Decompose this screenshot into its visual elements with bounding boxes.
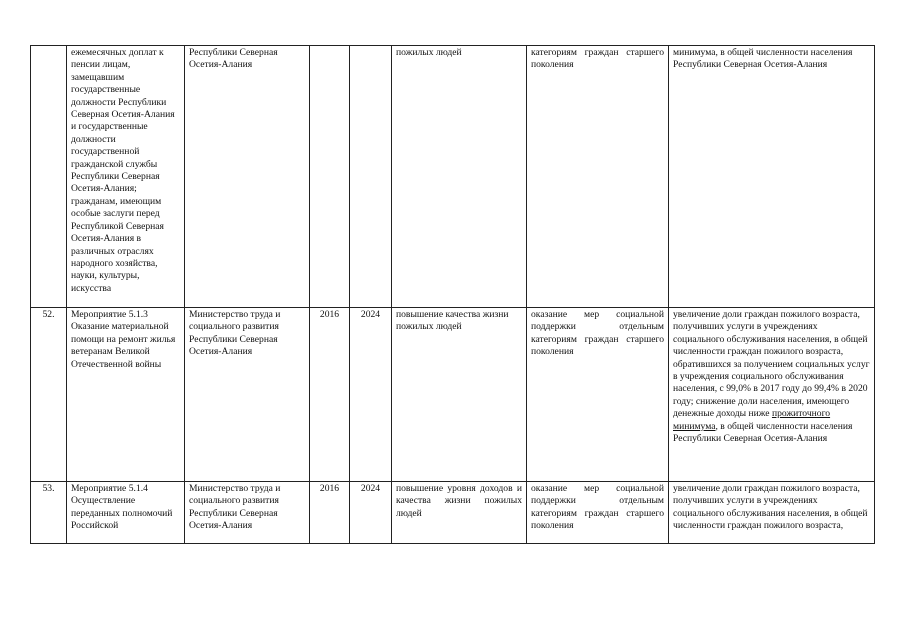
start-year-cell [310,46,350,308]
activity-cell: оказание мер социальной поддержки отдельным категориям граждан старшего поколения [527,308,669,482]
table-row [31,46,875,308]
table-row [31,482,875,544]
expected-result-cell: повышение качества жизни пожилых людей [392,308,527,482]
indicator-text: минимума, в общей численности населения Республики Северная Осетия-Алания [673,47,853,71]
indicator-cell [669,482,875,544]
expected-result-cell: повышение уровня доходов и качества жизни пожилых людей [392,482,527,544]
measure-cell: Мероприятие 5.1.4 Осуществление переданных полномочий Российской [67,482,185,544]
measure-cell: ежемесячных доплат к пенсии лицам, замещавшим государственные должности Республики Северная Осетия-Алания и государственные должности государственной гражданской службы Республики Северная Осетия-Алания; гражданам, имеющим особые заслуги перед Республикой Северная Осетия-Алания в различных отраслях народного хозяйства, науки, культуры, искусства [67,46,185,308]
indicator-text-end: , в общей численности населения Республики Северная Осетия-Алания [673,420,853,445]
measure-cell: Мероприятие 5.1.3 Оказание материальной помощи на ремонт жилья ветеранам Великой Отечественной войны [67,308,185,482]
end-year-cell: 2024 [350,482,392,544]
row-number-cell: 52. [31,308,67,482]
executor-cell: Республики Северная Осетия-Алания [185,46,310,308]
program-measures-table [30,45,875,544]
start-year-cell: 2016 [310,308,350,482]
indicator-text: увеличение доли граждан пожилого возраста, получивших услуги в учреждениях социального обслуживания населения, в общей численности граждан пожилого возраста, обратившихся за получением социальных услуг в учреждения социального обслуживания населения, с 99,0% в 2017 году до 99,4% в 2020 году; снижение доли населения, имеющего денежные доходы ниже [673,309,870,420]
row-number-cell: 53. [31,482,67,544]
subsistence-minimum-link[interactable]: прожиточного минимума [673,408,831,432]
indicator-cell [669,46,875,308]
executor-cell: Министерство труда и социального развития Республики Северная Осетия-Алания [185,308,310,482]
indicator-cell [669,308,875,482]
activity-cell: категориям граждан старшего поколения [527,46,669,308]
executor-cell: Министерство труда и социального развития Республики Северная Осетия-Алания [185,482,310,544]
indicator-text: увеличение доли граждан пожилого возраста, получивших услуги в учреждениях социального обслуживания населения, в общей численности граждан пожилого возраста, [673,483,868,532]
expected-result-cell: пожилых людей [392,46,527,308]
row-number-cell [31,46,67,308]
end-year-cell: 2024 [350,308,392,482]
table-row [31,308,875,482]
activity-cell: оказание мер социальной поддержки отдельным категориям граждан старшего поколения [527,482,669,544]
end-year-cell [350,46,392,308]
start-year-cell: 2016 [310,482,350,544]
